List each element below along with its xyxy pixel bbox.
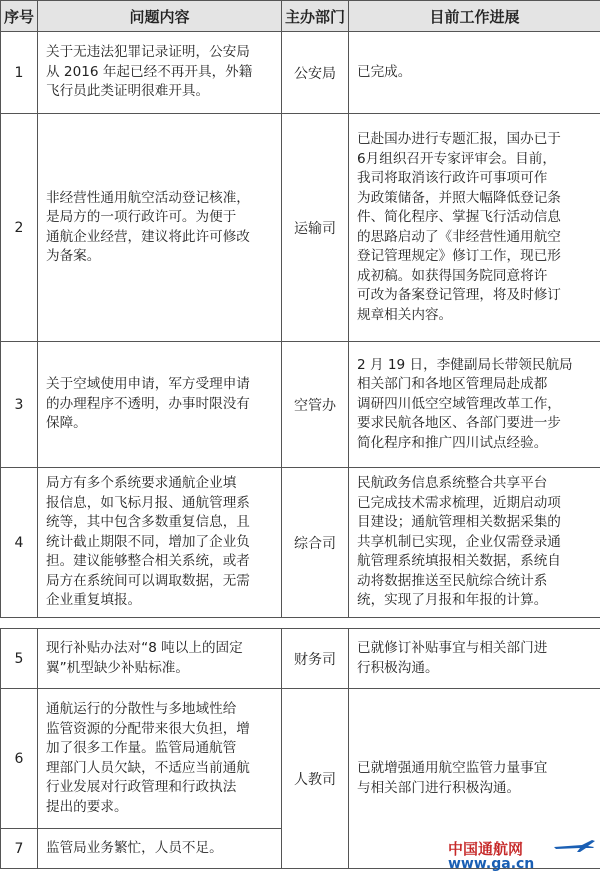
row-issue (38, 114, 282, 342)
table-row (1, 689, 600, 829)
cell-text-line: 件、简化程序、掌握飞行活动信息 (357, 209, 561, 225)
row-dept: 综合司 (282, 468, 349, 618)
airplane-icon (552, 838, 596, 854)
cell-text-line: 加了很多工作量。监管局通航管 (46, 740, 237, 756)
cell-text-line: 的办理程序不透明，办事时限没有 (46, 395, 250, 412)
cell-text-line: 行积极沟通。 (357, 659, 439, 676)
cell-text-line: 从 2016 年起已经不再开具，外籍 (46, 63, 253, 80)
cell-text-line: 为政策储备，并照大幅降低登记条 (357, 189, 561, 206)
row-progress (349, 114, 600, 342)
cell-text-line: 与相关部门进行积极沟通。 (357, 779, 521, 796)
row-dept: 财务司 (282, 629, 349, 689)
cell-text-line: 统计截止期限不同，增加了企业负 (46, 533, 250, 550)
header-progress: 目前工作进展 (349, 1, 600, 32)
cell-text-line: 提出的要求。 (46, 798, 128, 815)
header-issue: 问题内容 (38, 1, 282, 32)
cell-text-line: 行业发展对行政管理和行政执法 (46, 779, 237, 795)
cell-text-line: 6月组织召开专家评审会。目前， (357, 150, 556, 167)
cell-text-line: 可改为备案登记管理，将及时修订 (357, 287, 561, 303)
header-dept: 主办部门 (282, 1, 349, 32)
cell-text-line: 调研四川低空空域管理改革工作， (357, 395, 561, 412)
cell-text-line: 共享机制已实现，企业仅需登录通 (357, 533, 561, 550)
row-issue (38, 689, 282, 829)
cell-text-line: 简化程序和推广四川试点经验。 (357, 434, 548, 451)
header-num: 序号 (1, 1, 38, 32)
cell-text-line: 关于无违法犯罪记录证明，公安局 (46, 44, 250, 61)
cell-text-line: 监管资源的分配带来很大负担，增 (46, 720, 250, 737)
cell-text-line: 现行补贴办法对“8 吨以上的固定 (46, 640, 243, 656)
table-row (1, 342, 600, 468)
cell-text-line: 已完成。 (357, 63, 412, 80)
cell-text-line: 通航运行的分散性与多地域性给 (46, 701, 237, 717)
row-issue (38, 32, 282, 114)
cell-text-line: 通航企业经营，建议将此许可修改 (46, 228, 250, 245)
cell-text-line: 为备案。 (46, 248, 101, 264)
cell-text-line: 的思路启动了《非经营性通用航空 (357, 228, 561, 245)
cell-text-line: 登记管理规定》修订工作，现已形 (357, 248, 561, 264)
row-num: 4 (1, 468, 38, 618)
row-issue (38, 468, 282, 618)
cell-text-line: 动将数据推送至民航综合统计系 (357, 572, 548, 589)
cell-text-line: 已赴国办进行专题汇报，国办已于 (357, 131, 561, 147)
row-issue (38, 829, 282, 869)
table-row (1, 468, 600, 618)
site-watermark (444, 836, 600, 874)
cell-text-line: 飞行员此类证明很难开具。 (46, 83, 210, 100)
row-dept: 运输司 (282, 114, 349, 342)
cell-text-line: 相关部门和各地区管理局赴成都 (357, 376, 548, 393)
cell-text-line: 我司将取消该行政许可事项可作 (357, 170, 548, 186)
table-row (1, 32, 600, 114)
row-dept: 公安局 (282, 32, 349, 114)
cell-text-line: 统，实现了月报和年报的计算。 (357, 592, 548, 609)
cell-text-line: 目建设；通航管理相关数据采集的 (357, 514, 561, 531)
cell-text-line: 成初稿。如获得国务院同意将许 (357, 267, 548, 284)
cell-text-line: 已就增强通用航空监管力量事宜 (357, 760, 548, 776)
watermark-title: 中国通航网 (448, 840, 524, 858)
table-row (1, 114, 600, 342)
cell-text-line: 航管理系统填报相关数据，系统自 (357, 553, 561, 570)
cell-text-line: 非经营性通用航空活动登记核准， (46, 189, 250, 206)
row-num: 1 (1, 32, 38, 114)
row-progress (349, 32, 600, 114)
cell-text-line: 报信息，如飞标月报、通航管理系 (46, 494, 250, 511)
row-progress (349, 342, 600, 468)
cell-text-line: 监管局业务繁忙，人员不足。 (46, 839, 223, 856)
row-dept: 人教司 (282, 689, 349, 869)
row-num: 6 (1, 689, 38, 829)
cell-text-line: 局方有多个系统要求通航企业填 (46, 475, 237, 492)
cell-text-line: 翼”机型缺少补贴标准。 (46, 659, 189, 676)
row-issue (38, 629, 282, 689)
watermark-url: www.ga.cn (448, 856, 535, 872)
cell-text-line: 要求民航各地区、各部门要进一步 (357, 415, 561, 432)
cell-text-line: 已完成技术需求梳理，近期启动项 (357, 494, 561, 511)
cell-text-line: 企业重复填报。 (46, 592, 142, 609)
table-header-row (1, 1, 600, 32)
row-num: 3 (1, 342, 38, 468)
cell-text-line: 是局方的一项行政许可。为便于 (46, 209, 237, 225)
row-num: 2 (1, 114, 38, 342)
cell-text-line: 局方在系统间可以调取数据，无需 (46, 572, 250, 589)
cell-text-line: 民航政务信息系统整合共享平台 (357, 475, 548, 492)
row-dept: 空管办 (282, 342, 349, 468)
row-progress (349, 468, 600, 618)
cell-text-line: 保障。 (46, 415, 87, 432)
cell-text-line: 关于空域使用申请，军方受理申请 (46, 376, 250, 393)
row-issue (38, 342, 282, 468)
issues-table-lower (0, 628, 600, 869)
cell-text-line: 2 月 19 日，李健副局长带领民航局 (357, 356, 573, 373)
table-row (1, 629, 600, 689)
cell-text-line: 统等，其中包含多数重复信息，且 (46, 514, 250, 531)
row-num: 7 (1, 829, 38, 869)
cell-text-line: 担。建议能够整合相关系统，或者 (46, 553, 250, 570)
row-num: 5 (1, 629, 38, 689)
cell-text-line: 理部门人员欠缺，不适应当前通航 (46, 759, 250, 776)
cell-text-line: 规章相关内容。 (357, 306, 453, 323)
row-progress (349, 629, 600, 689)
cell-text-line: 已就修订补贴事宜与相关部门进 (357, 640, 548, 656)
